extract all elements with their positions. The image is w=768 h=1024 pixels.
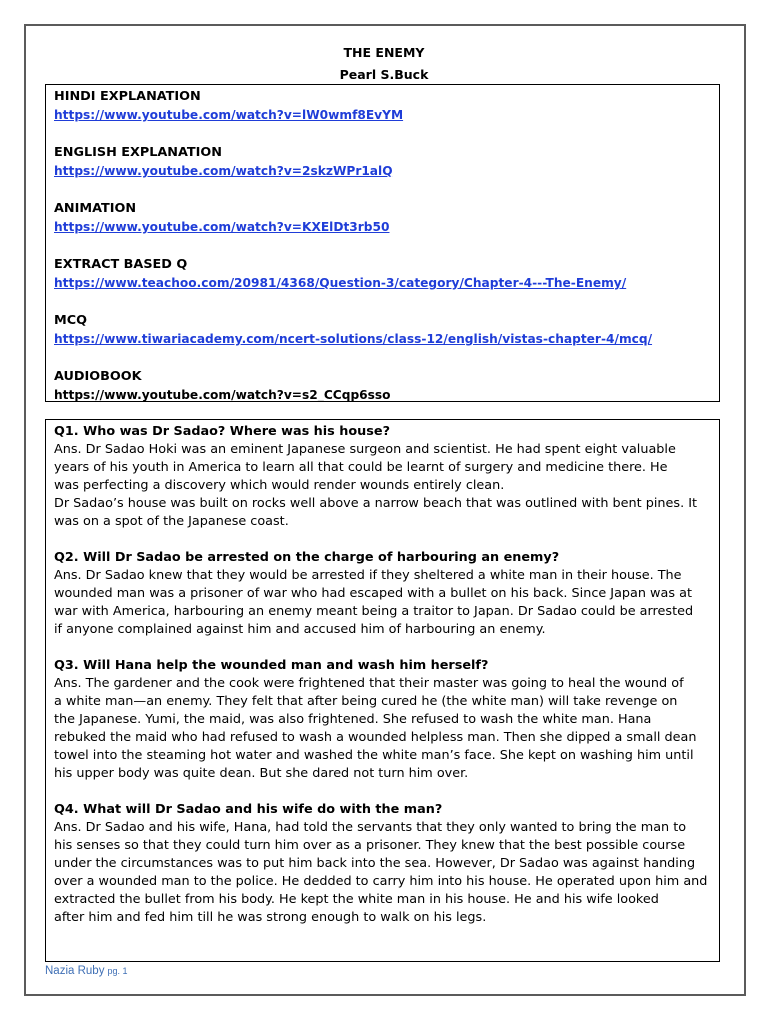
- link-heading: AUDIOBOOK: [54, 369, 142, 384]
- answer-line: Dr Sadao’s house was built on rocks well above a narrow beach that was outlined with bent pines. It: [54, 496, 697, 511]
- link-section-hindi: [54, 87, 711, 125]
- hindi-explanation-link[interactable]: https://www.youtube.com/watch?v=lW0wmf8EvYM: [54, 108, 404, 122]
- link-section-animation: [54, 199, 711, 237]
- link-section-audiobook: [54, 367, 711, 405]
- answer-line: Ans. Dr Sadao knew that they would be arrested if they sheltered a white man in their house. The: [54, 568, 682, 583]
- qa-item: [54, 801, 711, 927]
- link-heading: ENGLISH EXPLANATION: [54, 145, 222, 160]
- answer-line: his senses so that they could turn him over as a prisoner. They knew that the best possible course: [54, 838, 686, 853]
- qa-item: [54, 657, 711, 783]
- document-title: THE ENEMY: [343, 45, 425, 60]
- answer-line: Ans. The gardener and the cook were frightened that their master was going to heal the wound of: [54, 676, 684, 691]
- answer-line: after him and fed him till he was strong enough to walk on his legs.: [54, 910, 487, 925]
- answer-line: Ans. Dr Sadao and his wife, Hana, had told the servants that they only wanted to bring the man to: [54, 820, 687, 835]
- question-answer-box: [45, 419, 720, 962]
- answer-line: the Japanese. Yumi, the maid, was also frightened. She refused to wash the white man. Hana: [54, 712, 652, 727]
- answer-line: under the circumstances was to put him back into the sea. However, Dr Sadao was against handing: [54, 856, 696, 871]
- question: Q2. Will Dr Sadao be arrested on the charge of harbouring an enemy?: [54, 550, 560, 565]
- link-section-english: [54, 143, 711, 181]
- page-footer: [45, 965, 127, 977]
- link-heading: HINDI EXPLANATION: [54, 89, 201, 104]
- link-section-mcq: [54, 311, 711, 349]
- answer-line: his upper body was quite dean. But she dared not turn him over.: [54, 766, 469, 781]
- answer-line: over a wounded man to the police. He dedded to carry him into his house. He operated upon him and: [54, 874, 708, 889]
- answer-line: towel into the steaming hot water and washed the white man’s face. She kept on washing him until: [54, 748, 694, 763]
- qa-item: [54, 423, 711, 531]
- footer-author: Nazia Ruby: [45, 965, 105, 977]
- answer-line: rebuked the maid who had refused to wash a wounded helpless man. Then she dipped a small dean: [54, 730, 697, 745]
- answer-line: a white man—an enemy. They felt that after being cured he (the white man) will take revenge on: [54, 694, 678, 709]
- answer-line: war with America, harbouring an enemy meant being a traitor to Japan. Dr Sadao could be arrested: [54, 604, 694, 619]
- answer-line: years of his youth in America to learn all that could be learnt of surgery and medicine there. He: [54, 460, 668, 475]
- question: Q1. Who was Dr Sadao? Where was his house?: [54, 424, 390, 439]
- page-number: pg. 1: [107, 966, 128, 976]
- link-heading: MCQ: [54, 313, 88, 328]
- answer-line: was on a spot of the Japanese coast.: [54, 514, 289, 529]
- link-heading: ANIMATION: [54, 201, 137, 216]
- answer-line: wounded man was a prisoner of war who had escaped with a bullet on his back. Since Japan was at: [54, 586, 692, 601]
- answer-line: was perfecting a discovery which would render wounds entirely clean.: [54, 478, 505, 493]
- extract-questions-link[interactable]: https://www.teachoo.com/20981/4368/Question-3/category/Chapter-4---The-Enemy/: [54, 276, 627, 290]
- question: Q4. What will Dr Sadao and his wife do with the man?: [54, 802, 443, 817]
- answer-line: if anyone complained against him and accused him of harbouring an enemy.: [54, 622, 546, 637]
- resource-links-box: [45, 84, 720, 402]
- document-author: Pearl S.Buck: [339, 67, 429, 82]
- mcq-link[interactable]: https://www.tiwariacademy.com/ncert-solutions/class-12/english/vistas-chapter-4/mcq/: [54, 332, 653, 346]
- qa-item: [54, 549, 711, 639]
- english-explanation-link[interactable]: https://www.youtube.com/watch?v=2skzWPr1alQ: [54, 164, 393, 178]
- title-block: [0, 42, 768, 86]
- link-section-extract: [54, 255, 711, 293]
- animation-link[interactable]: https://www.youtube.com/watch?v=KXElDt3rb50: [54, 220, 390, 234]
- link-heading: EXTRACT BASED Q: [54, 257, 188, 272]
- answer-line: extracted the bullet from his body. He kept the white man in his house. He and his wife looked: [54, 892, 659, 907]
- answer-line: Ans. Dr Sadao Hoki was an eminent Japanese surgeon and scientist. He had spent eight valuable: [54, 442, 676, 457]
- question: Q3. Will Hana help the wounded man and wash him herself?: [54, 658, 489, 673]
- audiobook-url: https://www.youtube.com/watch?v=s2_CCqp6sso: [54, 388, 391, 402]
